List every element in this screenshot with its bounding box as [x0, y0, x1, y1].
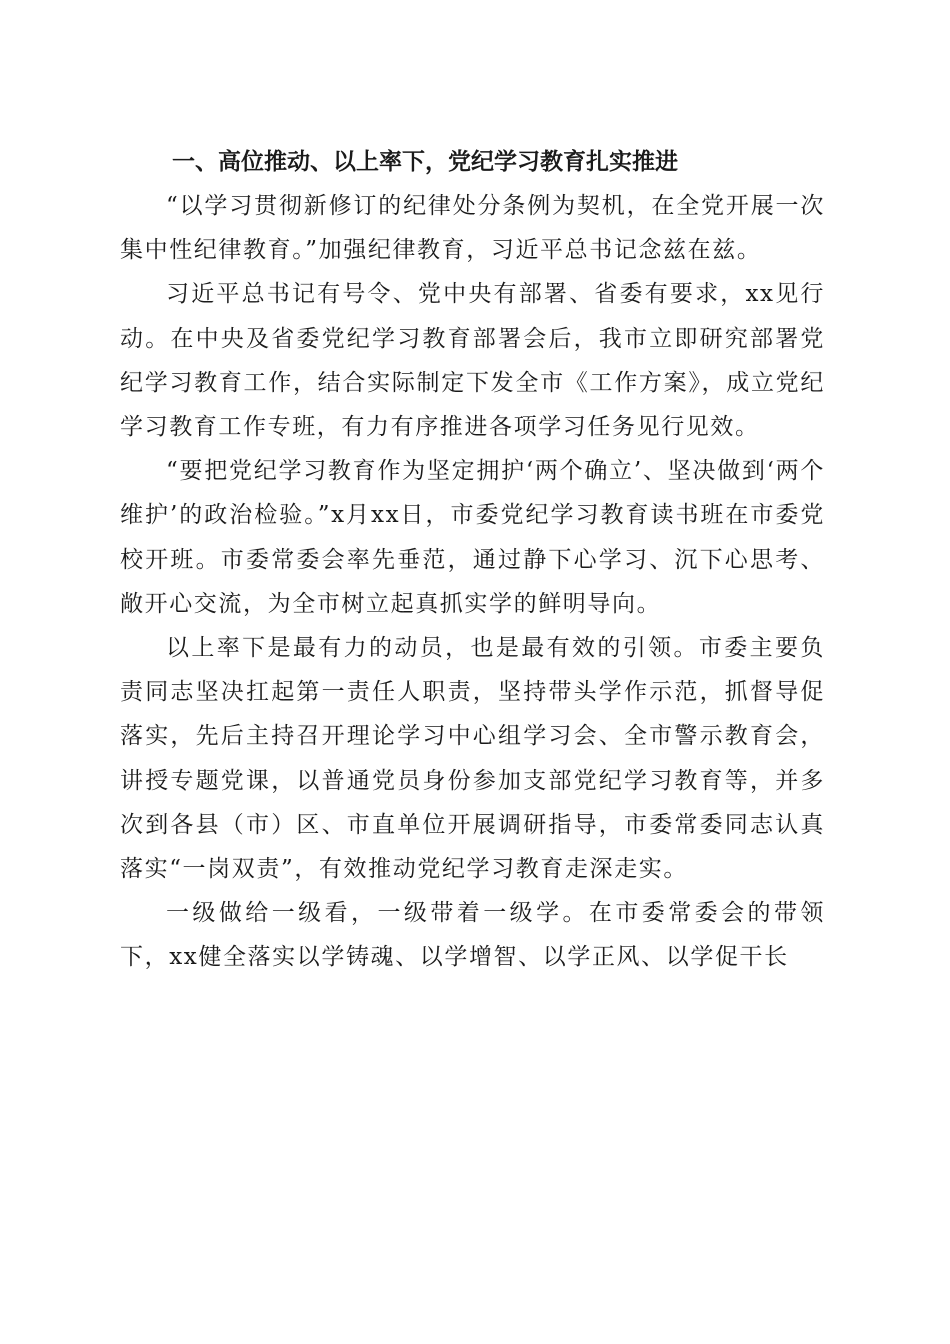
paragraph: 习近平总书记有号令、党中央有部署、省委有要求，xx见行动。在中央及省委党纪学习教育部署会后，我市立即研究部署党纪学习教育工作，结合实际制定下发全市《工作方案》，成立党纪学习教育工作专班，有力有序推进各项学习任务见行见效。 — [120, 281, 825, 441]
paragraph: “要把党纪学习教育作为坚定拥护‘两个确立’、坚决做到‘两个维护’的政治检验。”x月xx日，市委党纪学习教育读书班在市委党校开班。市委常委会率先垂范，通过静下心学习、沉下心思考、敞开心交流，为全市树立起真抓实学的鲜明导向。 — [120, 458, 825, 617]
paragraph: 以上率下是最有力的动员，也是最有效的引领。市委主要负责同志坚决扛起第一责任人职责，坚持带头学作示范，抓督导促落实，先后主持召开理论学习中心组学习会、全市警示教育会，讲授专题党课，以普通党员身份参加支部党纪学习教育等，并多次到各县（市）区、市直单位开展调研指导，市委常委同志认真落实“一岗双责”，有效推动党纪学习教育走深走实。 — [120, 635, 825, 883]
document-body — [120, 140, 825, 980]
paragraph: “以学习贯彻新修订的纪律处分条例为契机，在全党开展一次集中性纪律教育。”加强纪律教育，习近平总书记念兹在兹。 — [120, 193, 825, 264]
section-heading: 一、高位推动、以上率下，党纪学习教育扎实推进 — [172, 149, 678, 175]
paragraph: 一级做给一级看，一级带着一级学。在市委常委会的带领下，xx健全落实以学铸魂、以学增智、以学正风、以学促干长 — [120, 900, 825, 971]
